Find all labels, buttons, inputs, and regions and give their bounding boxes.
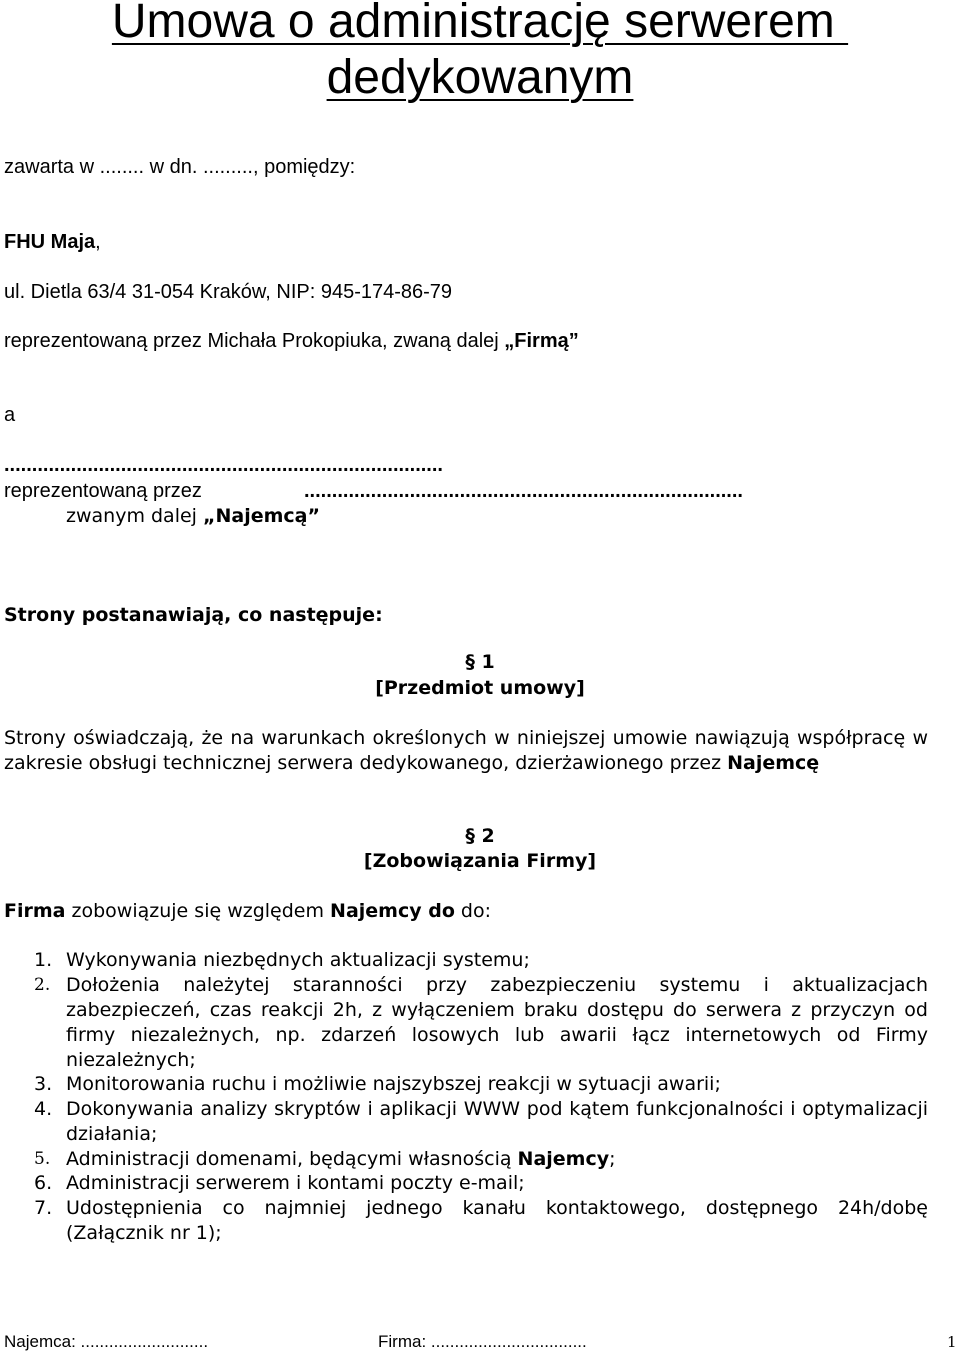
tenant-role: „Najemcą” [202,505,320,527]
list-item: Monitorowania ruchu i możliwie najszybszej reakcji w sytuacji awarii; [66,1073,721,1095]
firm-name-line [4,231,101,254]
list-item-end: ; [609,1148,616,1170]
tenant-representation-blank: ............................................................................... [304,480,743,502]
list-item-role: Najemcy [517,1148,610,1170]
firm-signature-line: Firma: ................................. [378,1332,587,1351]
list-item: Dołożenia należytej staranności przy zabezpieczeniu systemu i aktualizacjach zabezpieczeń, czas reakcji 2h, z wyłączeniem braku dostępu do serwera z przyczyn od firmy niezależnych, np. zdarzeń losowych lub awarii łącz internetowych od Firmy niezależnych; [66,974,928,1071]
firm-name: FHU Maja [4,231,96,253]
list-item: Wykonywania niezbędnych aktualizacji systemu; [66,949,530,971]
tenant-called [66,505,320,527]
section1-body-role: Najemcę [727,752,820,774]
list-item-number: 5. [34,1149,51,1169]
list-item-number: 3. [34,1073,53,1095]
section2-intro-end: do: [454,900,492,922]
firm-representation [4,330,579,353]
list-item-number: 7. [34,1197,53,1219]
list-item: Udostępnienia co najmniej jednego kanału kontaktowego, dostępnego 24h/dobę (Załącznik nr 1); [66,1197,928,1244]
document-title-line2: dedykowanym [326,51,634,104]
page-number: 1 [947,1333,957,1351]
firm-name-suffix: , [95,231,101,253]
firm-role: „Firmą” [504,330,579,352]
list-item-text: Administracji domenami, będącymi własnością [66,1148,518,1170]
section2-intro-firm: Firma [4,900,66,922]
tenant-representation-label: reprezentowaną przez [4,480,202,502]
firm-address: ul. Dietla 63/4 31-054 Kraków, NIP: 945-174-86-79 [4,281,453,303]
parties-statement: Strony postanawiają, co następuje: [4,604,383,626]
contract-place-date: zawarta w ........ w dn. ........., pomiędzy: [4,156,356,178]
document-title-line1: Umowa o administrację serwerem [111,0,849,48]
list-item-number: 4. [34,1098,53,1120]
tenant-name-blank: ............................................................................... [4,454,443,476]
section2-intro-role: Najemcy do [330,900,455,922]
list-item-number: 6. [34,1172,53,1194]
conjunction: a [4,404,16,426]
section2-heading: [Zobowiązania Firmy] [363,850,597,872]
section2-number: § 2 [465,825,495,847]
section2-intro [4,900,491,922]
section1-body-text: Strony oświadczają, że na warunkach określonych w niniejszej umowie nawiązują współpracę w zakresie obsługi technicznej serwera dedykowanego, dzierżawionego przez [4,727,928,774]
firm-representation-text: reprezentowaną przez Michała Prokopiuka, zwaną dalej [4,330,505,352]
section1-number: § 1 [465,651,495,673]
list-item: Dokonywania analizy skryptów i aplikacji WWW pod kątem funkcjonalności i optymalizacji działania; [66,1098,928,1145]
list-item-number: 1. [34,949,53,971]
list-item: Administracji serwerem i kontami poczty e-mail; [66,1172,525,1194]
section1-body [4,726,928,776]
section1-heading: [Przedmiot umowy] [375,677,585,699]
list-item [66,1147,928,1172]
section2-intro-text: zobowiązuje się względem [65,900,331,922]
tenant-called-text: zwanym dalej [66,505,203,527]
tenant-signature-line: Najemca: ........................... [4,1332,209,1351]
list-item-number: 2. [34,975,51,995]
